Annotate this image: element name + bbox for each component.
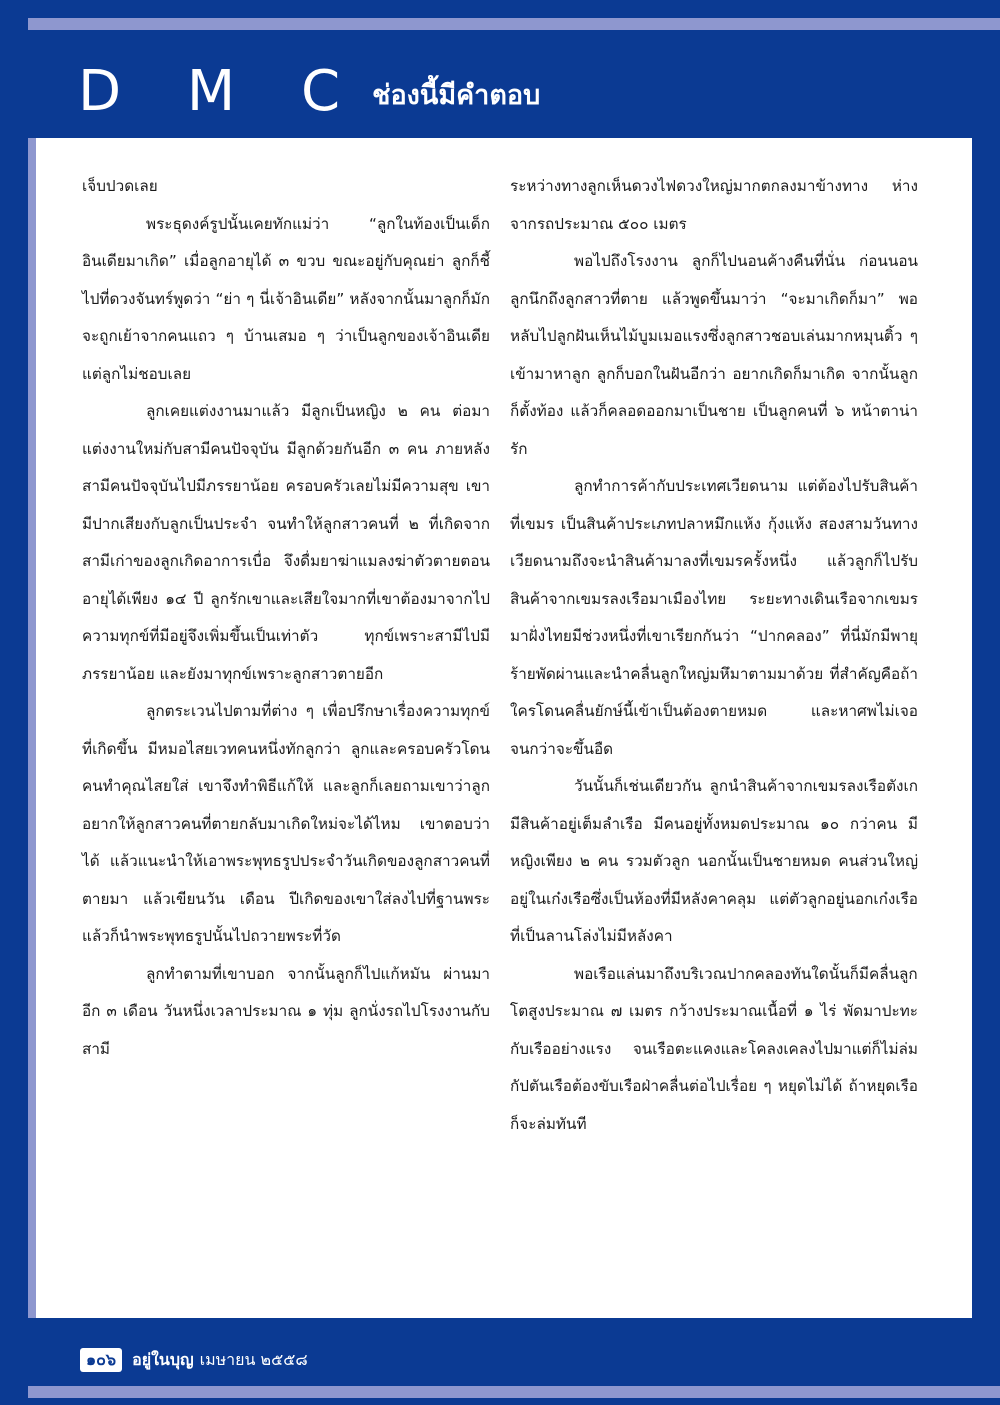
paragraph: พระธุดงค์รูปนั้นเคยทักแม่ว่า “ลูกในท้องเป็นเด็กอินเดียมาเกิด” เมื่อลูกอายุได้ ๓ ขวบ ขณะอยู่กับคุณย่า ลูกก็ชี้ไปที่ดวงจันทร์พูดว่า “ย่า ๆ นี่เจ้าอินเดีย” หลังจากนั้นมาลูกก็มักจะถูกเย้าจากคนแถว ๆ บ้านเสมอ ๆ ว่าเป็นลูกของเจ้าอินเดีย แต่ลูกไม่ชอบเลย	[82, 214, 490, 383]
issue-date: เมษายน ๒๕๕๘	[199, 1349, 308, 1369]
paragraph: ระหว่างทางลูกเห็นดวงไฟดวงใหญ่มากตกลงมาข้างทาง ห่างจากรถประมาณ ๕๐๐ เมตร	[510, 177, 918, 233]
paragraph: ลูกตระเวนไปตามที่ต่าง ๆ เพื่อปรึกษาเรื่องความทุกข์ที่เกิดขึ้น มีหมอไสยเวทคนหนึ่งทักลูกว่า ลูกและครอบครัวโดนคนทำคุณไสยใส่ เขาจึงทำพิธีแก้ให้ และลูกก็เลยถามเขาว่าลูกอยากให้ลูกสาวคนที่ตายกลับมาเกิดใหม่จะได้ไหม เขาตอบว่าได้ แล้วแนะนำให้เอาพระพุทธรูปประจำวันเกิดของลูกสาวคนที่ตายมา แล้วเขียนวัน เดือน ปีเกิดของเขาใส่ลงไปที่ฐานพระ แล้วก็นำพระพุทธรูปนั้นไปถวายพระที่วัด	[82, 702, 490, 945]
paragraph: วันนั้นก็เช่นเดียวกัน ลูกนำสินค้าจากเขมรลงเรือตังเก มีสินค้าอยู่เต็มลำเรือ มีคนอยู่ทั้งหมดประมาณ ๑๐ กว่าคน มีหญิงเพียง ๒ คน รวมตัวลูก นอกนั้นเป็นชายหมด คนส่วนใหญ่อยู่ในเก๋งเรือซึ่งเป็นห้องที่มีหลังคาคลุม แต่ตัวลูกอยู่นอกเก๋งเรือที่เป็นลานโล่งไม่มีหลังคา	[510, 777, 918, 945]
paragraph: พอไปถึงโรงงาน ลูกก็ไปนอนค้างคืนที่นั่น ก่อนนอนลูกนึกถึงลูกสาวที่ตาย แล้วพูดขึ้นมาว่า “จะมาเกิดก็มา” พอหลับไปลูกฝันเห็นไม้บูมเมอแรงซึ่งลูกสาวชอบเล่นมากหมุนติ้ว ๆ เข้ามาหาลูก ลูกก็บอกในฝันอีกว่า อยากเกิดก็มาเกิด จากนั้นลูกก็ตั้งท้อง แล้วก็คลอดออกมาเป็นชาย เป็นลูกคนที่ ๖ หน้าตาน่ารัก	[510, 252, 918, 458]
bottom-decorative-rule	[28, 1386, 1000, 1398]
paragraph: ลูกทำการค้ากับประเทศเวียดนาม แต่ต้องไปรับสินค้าที่เขมร เป็นสินค้าประเภทปลาหมึกแห้ง กุ้งแห้ง สองสามวันทางเวียดนามถึงจะนำสินค้ามาลงที่เขมรครั้งหนึ่ง แล้วลูกก็ไปรับสินค้าจากเขมรลงเรือมาเมืองไทย ระยะทางเดินเรือจากเขมรมาฝั่งไทยมีช่วงหนึ่งที่เขาเรียกกันว่า “ปากคลอง” ที่นี่มักมีพายุร้ายพัดผ่านและนำคลื่นลูกใหญ่มหึมาตามมาด้วย ที่สำคัญคือถ้าใครโดนคลื่นยักษ์นี้เข้าเป็นต้องตายหมด และหาศพไม่เจอ จนกว่าจะขึ้นอืด	[510, 477, 918, 758]
article-right-column	[510, 168, 918, 1143]
article-left-column	[82, 168, 490, 1068]
publication-name: อยู่ในบุญ	[132, 1349, 194, 1369]
article-page	[36, 138, 972, 1318]
top-decorative-rule	[28, 18, 1000, 30]
paragraph: พอเรือแล่นมาถึงบริเวณปากคลองทันใดนั้นก็มีคลื่นลูกโตสูงประมาณ ๗ เมตร กว้างประมาณเนื้อที่ ๑ ไร่ พัดมาปะทะกับเรืออย่างแรง จนเรือตะแคงและโคลงเคลงไปมาแต่ก็ไม่ล่ม กัปตันเรือต้องขับเรือฝ่าคลื่นต่อไปเรื่อย ๆ หยุดไม่ได้ ถ้าหยุดเรือก็จะล่มทันที	[510, 964, 918, 1133]
paragraph: ลูกทำตามที่เขาบอก จากนั้นลูกก็ไปแก้หมัน ผ่านมาอีก ๓ เดือน วันหนึ่งเวลาประมาณ ๑ ทุ่ม ลูกนั่งรถไปโรงงานกับสามี	[82, 964, 490, 1058]
page-footer	[80, 1348, 308, 1372]
section-title: ช่องนี้มีคำตอบ	[372, 80, 541, 111]
page-number: ๑๐๖	[80, 1348, 122, 1372]
side-decorative-rule	[28, 138, 36, 1318]
paragraph: ลูกเคยแต่งงานมาแล้ว มีลูกเป็นหญิง ๒ คน ต่อมาแต่งงานใหม่กับสามีคนปัจจุบัน มีลูกด้วยกันอีก ๓ คน ภายหลังสามีคนปัจจุบันไปมีภรรยาน้อย ครอบครัวเลยไม่มีความสุข เขามีปากเสียงกับลูกเป็นประจำ จนทำให้ลูกสาวคนที่ ๒ ที่เกิดจากสามีเก่าของลูกเกิดอาการเบื่อ จึงดื่มยาฆ่าแมลงฆ่าตัวตายตอนอายุได้เพียง ๑๔ ปี ลูกรักเขาและเสียใจมากที่เขาต้องมาจากไป ความทุกข์ที่มีอยู่จึงเพิ่มขึ้นเป็นเท่าตัว ทุกข์เพราะสามีไปมีภรรยาน้อย และยังมาทุกข์เพราะลูกสาวตายอีก	[82, 402, 490, 683]
paragraph: เจ็บปวดเลย	[82, 177, 158, 195]
brand-logo-text: D M C	[78, 59, 365, 124]
page-header	[78, 52, 540, 122]
